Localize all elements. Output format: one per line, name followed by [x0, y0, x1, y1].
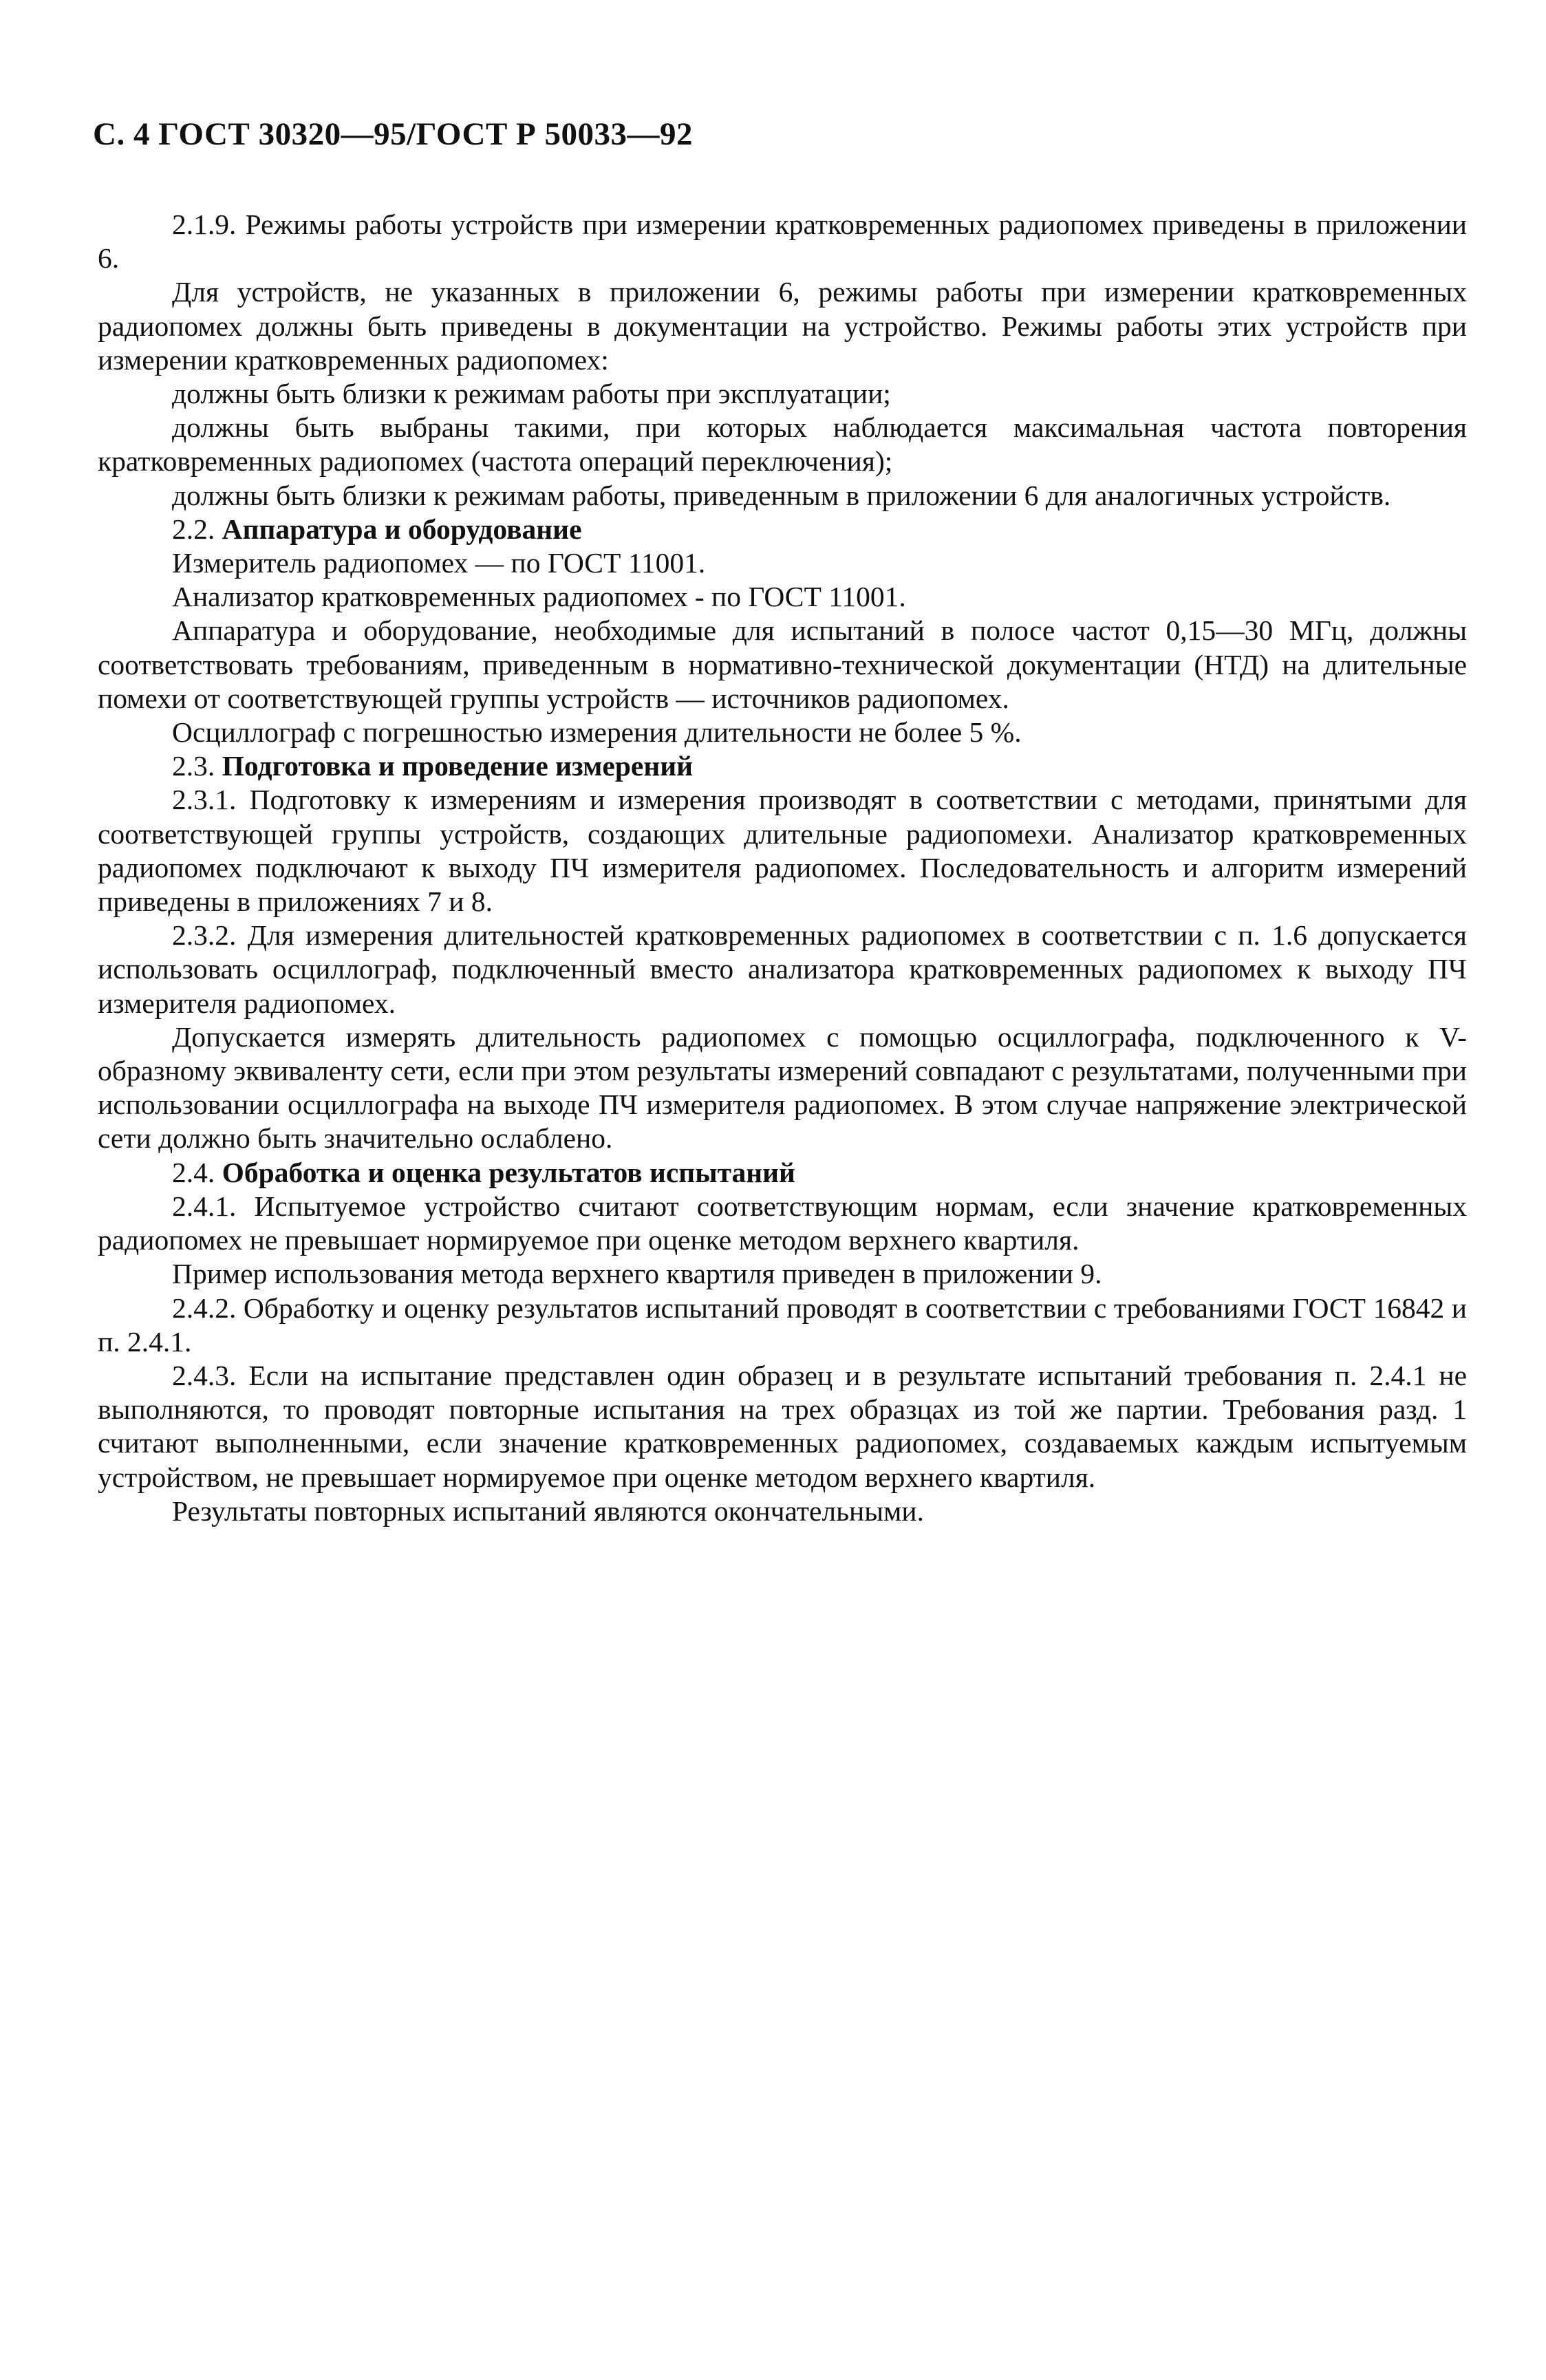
paragraph: Осциллограф с погрешностью измерения длительности не более 5 %. — [172, 716, 1022, 749]
paragraph: должны быть выбраны такими, при которых наблюдается максимальная частота повторения кратковременных радиопомех (частота операций переключения); — [98, 411, 1467, 478]
section-heading — [98, 749, 1467, 783]
paragraph: должны быть близки к режимам работы при эксплуатации; — [172, 378, 891, 410]
paragraph: 2.4.1. Испытуемое устройство считают соответствующим нормам, если значение кратковременных радиопомех не превышает нормируемое при оценке методом верхнего квартиля. — [98, 1190, 1467, 1256]
paragraph: 2.4.2. Обработку и оценку результатов испытаний проводят в соответствии с требованиями ГОСТ 16842 и п. 2.4.1. — [98, 1291, 1467, 1358]
paragraph: 2.3.1. Подготовку к измерениям и измерения производят в соответствии с методами, принятыми для соответствующей группы устройств, создающих длительные радиопомехи. Анализатор кратковременных радиопомех подключают к выходу ПЧ измерителя радиопомех. Последовательность и алгоритм измерений приведены в приложениях 7 и 8. — [98, 784, 1467, 918]
paragraph: Допускается измерять длительность радиопомех с помощью осциллографа, подключенного к V-образному эквиваленту сети, если при этом результаты измерений совпадают с результатами, полученными при использовании осциллографа на выходе ПЧ измерителя радиопомех. В этом случае напряжение электрической сети должно быть значительно ослаблено. — [98, 1020, 1467, 1155]
section-heading — [98, 513, 1467, 546]
paragraph: 2.1.9. Режимы работы устройств при измерении кратковременных радиопомех приведены в приложении 6. — [98, 208, 1467, 275]
section-title: Подготовка и проведение измерений — [222, 750, 694, 782]
section-title: Аппаратура и оборудование — [222, 513, 582, 545]
paragraph: Результаты повторных испытаний являются окончательными. — [172, 1494, 924, 1527]
paragraph: должны быть близки к режимам работы, приведенным в приложении 6 для аналогичных устройств. — [172, 479, 1391, 511]
section-title: Обработка и оценка результатов испытаний — [222, 1156, 795, 1188]
paragraph: 2.3.2. Для измерения длительностей кратковременных радиопомех в соответствии с п. 1.6 допускается использовать осциллограф, подключенный вместо анализатора кратковременных радиопомех к выходу ПЧ измерителя радиопомех. — [98, 919, 1467, 1019]
paragraph: Анализатор кратковременных радиопомех - по ГОСТ 11001. — [172, 581, 906, 613]
section-heading — [98, 1156, 1467, 1190]
paragraph: 2.4.3. Если на испытание представлен один образец и в результате испытаний требования п. 2.4.1 не выполняются, то проводят повторные испытания на трех образцах из той же партии. Требования разд. 1 считают выполненными, если значение кратковременных радиопомех, создаваемых каждым испытуемым устройством, не превышает нормируемое при оценке методом верхнего квартиля. — [98, 1359, 1467, 1493]
section-number: 2.2. — [172, 513, 215, 545]
section-number: 2.3. — [172, 750, 215, 782]
paragraph: Аппаратура и оборудование, необходимые для испытаний в полосе частот 0,15—30 МГц, должны соответствовать требованиям, приведенным в нормативно-технической документации (НТД) на длительные помехи от соответствующей группы устройств — источников радиопомех. — [98, 614, 1467, 714]
paragraph: Пример использования метода верхнего квартиля приведен в приложении 9. — [172, 1258, 1102, 1290]
section-number: 2.4. — [172, 1156, 215, 1188]
paragraph: Измеритель радиопомех — по ГОСТ 11001. — [172, 547, 706, 579]
paragraph: Для устройств, не указанных в приложении 6, режимы работы при измерении кратковременных радиопомех должны быть приведены в документации на устройство. Режимы работы этих устройств при измерении кратковременных радиопомех: — [98, 276, 1467, 376]
page-header: С. 4 ГОСТ 30320—95/ГОСТ Р 50033—92 — [93, 116, 694, 152]
document-body — [98, 208, 1467, 1528]
